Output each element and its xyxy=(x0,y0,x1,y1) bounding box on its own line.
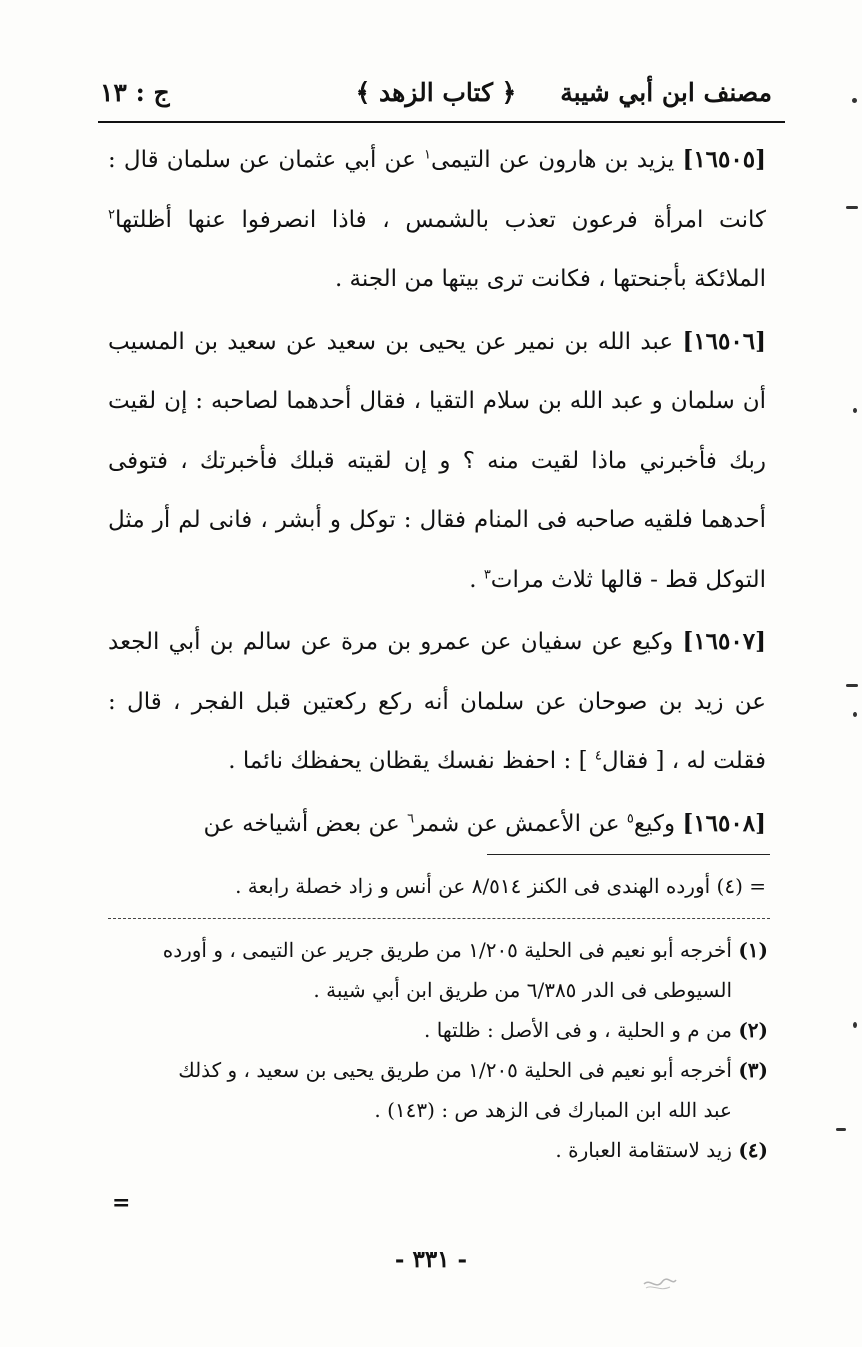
stamp-scribble-icon xyxy=(640,1272,680,1296)
footnote-text: أخرجه أبو نعيم فى الحلية ١/٢٠٥ من طريق جرير عن التيمى ، و أورده xyxy=(162,938,739,962)
hadith-text: الملائكة بأجنحتها ، فكانت ترى بيتها من الجنة . xyxy=(334,266,766,292)
footnotes xyxy=(108,930,768,1170)
hadith-16506 xyxy=(108,312,766,611)
hadith-number: [١٦٥٠٧] xyxy=(682,628,766,655)
hadith-text: عبد الله بن نمير عن يحيى بن سعيد عن سعيد بن المسيب أن سلمان و عبد الله بن سلام التقيا ، فقال أحدهما لصاحبه : إن لقيت ربك فأخبرني ماذا لقيت منه ؟ و إن لقيته قبلك فأخبرتك ، فتوفى أحدهما فلقيه صاحبه فى المنام فقال : توكل و أبشر ، فانى لم أر مثل التوكل قط - قالها ثلاث مرات xyxy=(108,328,766,593)
footnote-4 xyxy=(108,1130,768,1170)
footnote-ref: ٢ xyxy=(108,206,115,222)
continuation-mark: = xyxy=(112,1190,131,1216)
footnote-mark: (٣) xyxy=(738,1058,768,1082)
hadith-number: [١٦٥٠٦] xyxy=(682,327,766,355)
footnote-text-continued: عبد الله ابن المبارك فى الزهد ص : (١٤٣) . xyxy=(374,1098,732,1122)
page-number: - ٣٣١ - xyxy=(394,1246,468,1273)
footnote-divider xyxy=(108,918,770,919)
hadith-text: عن الأعمش عن شمر xyxy=(414,810,627,837)
continued-footnote: = (٤) أورده الهندى فى الكنز ٨/٥١٤ عن أنس و زاد خصلة رابعة . xyxy=(235,874,766,898)
hadith-number: [١٦٥٠٥] xyxy=(682,146,766,173)
hadith-text: ] : احفظ نفسك يقظان يحفظك نائما . xyxy=(228,748,595,774)
faint-stamp-mark xyxy=(640,1272,680,1296)
header-rule xyxy=(98,121,785,123)
footnote-ref: ٤ xyxy=(594,748,602,764)
scan-speck xyxy=(853,408,857,413)
footnote-ref: ٦ xyxy=(407,810,415,826)
running-header xyxy=(100,68,772,116)
footnote-mark: (٢) xyxy=(738,1018,768,1042)
footnote-1 xyxy=(108,930,768,1010)
hadith-16507 xyxy=(108,612,766,792)
footnote-text: زيد لاستقامة العبارة . xyxy=(555,1138,739,1162)
footnote-ref: ٣ xyxy=(483,566,491,582)
hadith-text: . xyxy=(469,566,484,593)
hadith-text: يزيد بن هارون عن التيمى xyxy=(430,147,683,173)
main-text xyxy=(108,130,766,854)
scan-speck xyxy=(853,712,857,717)
scan-speck xyxy=(846,206,858,209)
footnote-text: أخرجه أبو نعيم فى الحلية ١/٢٠٥ من طريق يحيى بن سعيد ، و كذلك xyxy=(178,1058,739,1082)
footnote-2 xyxy=(108,1010,768,1050)
hadith-text: وكيع عن سفيان عن عمرو بن مرة عن سالم بن أبي الجعد عن زيد بن صوحان عن سلمان أنه ركع ركعتين قبل الفجر ، قال : فقلت له ، [ فقال xyxy=(108,629,766,774)
hadith-number: [١٦٥٠٨] xyxy=(682,809,766,837)
footnote-text-continued: السيوطى فى الدر ٦/٣٨٥ من طريق ابن أبي شيبة . xyxy=(313,978,732,1002)
hadith-16508 xyxy=(108,794,766,855)
footnote-mark: (٤) xyxy=(738,1138,768,1162)
footnote-ref: ١ xyxy=(423,147,431,163)
header-book-title: مصنف ابن أبي شيبة xyxy=(560,77,772,107)
scan-speck xyxy=(852,98,857,103)
footnote-rule xyxy=(487,854,770,855)
footnote-mark: (١) xyxy=(738,938,768,962)
hadith-text: وكيع xyxy=(633,810,683,837)
header-volume-number: ج : ١٣ xyxy=(100,77,170,107)
scan-speck xyxy=(853,1022,857,1028)
hadith-text: عن أبي عثمان عن سلمان قال : كانت امرأة فرعون تعذب بالشمس ، فاذا انصرفوا عنها أظلتها xyxy=(108,147,766,233)
header-chapter-title: ﴿ كتاب الزهد ﴾ xyxy=(355,77,517,107)
hadith-16505 xyxy=(108,130,766,310)
hadith-text: عن بعض أشياخه عن xyxy=(203,810,408,837)
footnote-text: من م و الحلية ، و فى الأصل : ظلتها . xyxy=(424,1018,739,1042)
scan-speck xyxy=(836,1128,846,1131)
footnote-ref: ٥ xyxy=(626,810,634,826)
footnote-3 xyxy=(108,1050,768,1130)
scan-speck xyxy=(846,684,858,687)
